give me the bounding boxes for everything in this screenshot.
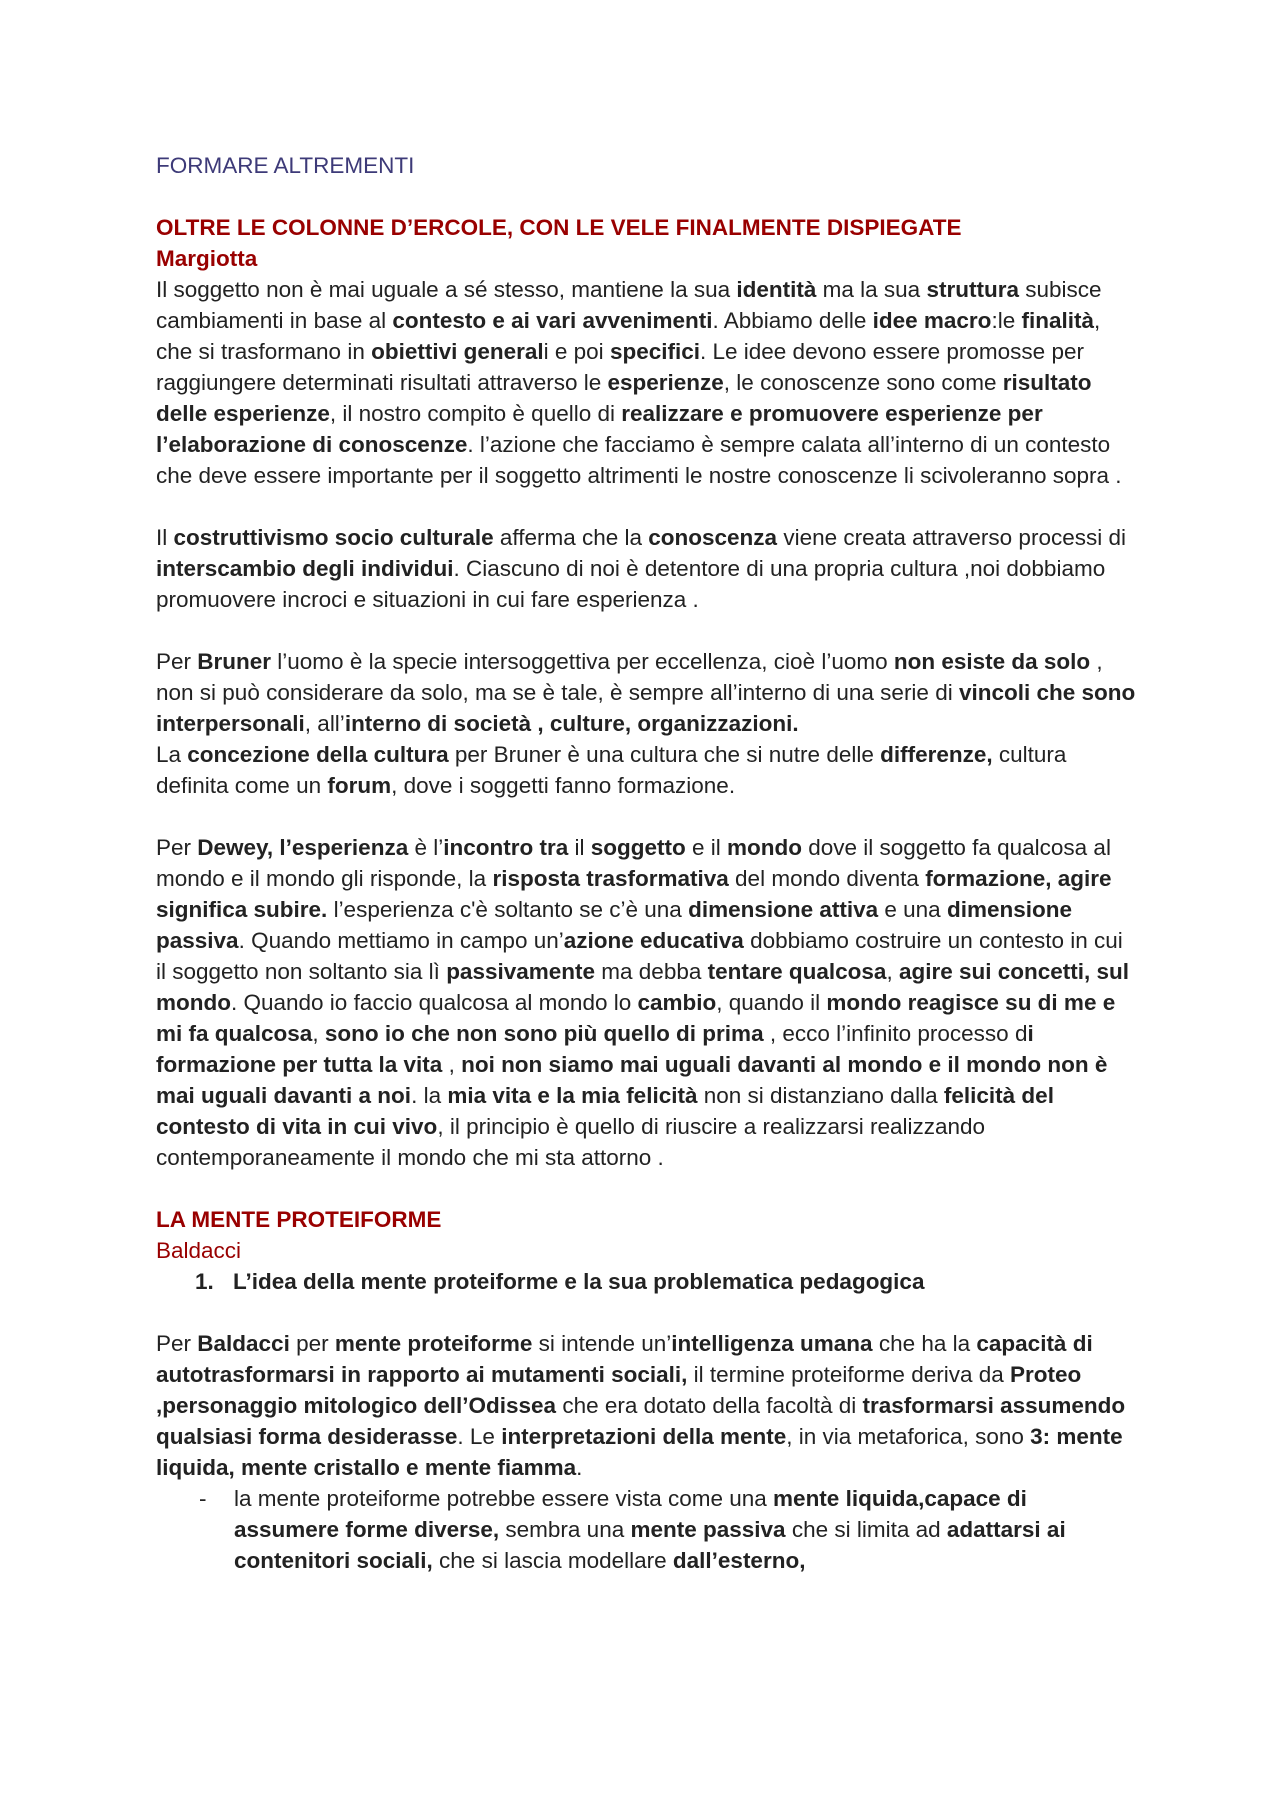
bold-text: risposta trasformativa xyxy=(492,866,729,891)
bold-text: trasformarsi assumendo qualsiasi forma desiderasse xyxy=(156,1393,1126,1449)
numbered-list-item xyxy=(156,1266,1136,1297)
bold-text: Baldacci xyxy=(197,1331,290,1356)
bold-text: passivamente xyxy=(446,959,596,984)
spacer xyxy=(156,1173,1136,1204)
text-run: ma la sua xyxy=(816,277,927,302)
text-run: che si limita ad xyxy=(785,1517,947,1542)
text-run: i e poi xyxy=(543,339,610,364)
text-run: , dove i soggetti fanno formazione. xyxy=(391,773,736,798)
bullet-text xyxy=(234,1483,1136,1576)
section-author: Margiotta xyxy=(156,246,258,271)
text-run: si intende un’ xyxy=(532,1331,672,1356)
list-number: 1. xyxy=(195,1269,214,1294)
text-run: , che si trasformano in xyxy=(156,308,1101,364)
text-run: , xyxy=(442,1052,462,1077)
bold-text: realizzare e promuovere esperienze per l’elaborazione di conoscenze xyxy=(156,401,1043,457)
text-run: del mondo diventa xyxy=(728,866,926,891)
paragraph xyxy=(156,1328,1136,1483)
text-run: che era dotato della facoltà di xyxy=(556,1393,863,1418)
bold-text: felicità del contesto di vita in cui vivo xyxy=(156,1083,1054,1139)
bold-text: soggetto xyxy=(590,835,686,860)
bold-text: Dewey, l’esperienza xyxy=(197,835,409,860)
text-run: la mente proteiforme potrebbe essere vista come una xyxy=(234,1486,774,1511)
text-run: , il nostro compito è quello di xyxy=(329,401,622,426)
text-run: non si distanziano dalla xyxy=(697,1083,944,1108)
text-run: , quando il xyxy=(716,990,827,1015)
text-run: . Le idee devono essere promosse per raggiungere determinati risultati attraverso le xyxy=(156,339,1084,395)
bold-text: contesto e ai vari avvenimenti xyxy=(392,308,713,333)
bold-text: vincoli che sono interpersonali xyxy=(156,680,1136,736)
text-run: , xyxy=(886,959,899,984)
text-run: Il xyxy=(156,525,174,550)
bold-text: intelligenza umana xyxy=(671,1331,873,1356)
spacer xyxy=(156,615,1136,646)
text-run: . xyxy=(576,1455,583,1480)
text-run: , in via metaforica, sono xyxy=(786,1424,1031,1449)
bold-text: dimensione attiva xyxy=(688,897,879,922)
bold-text: interscambio degli individui xyxy=(156,556,454,581)
text-run: La xyxy=(156,742,188,767)
text-run: , xyxy=(312,1021,325,1046)
bold-text: idee macro xyxy=(872,308,992,333)
text-run: afferma che la xyxy=(493,525,649,550)
bold-text: identità xyxy=(736,277,817,302)
section-title: OLTRE LE COLONNE D’ERCOLE, CON LE VELE FINALMENTE DISPIEGATE xyxy=(156,215,962,240)
bold-text: differenze, xyxy=(880,742,993,767)
bold-text: mente liquida,capace di assumere forme diverse, xyxy=(234,1486,1027,1542)
bold-text: conoscenza xyxy=(648,525,778,550)
section-author: Baldacci xyxy=(156,1238,242,1263)
text-run: per Bruner è una cultura che si nutre delle xyxy=(448,742,881,767)
text-run: che ha la xyxy=(872,1331,977,1356)
bold-text: incontro tra xyxy=(443,835,569,860)
text-run: , ecco l’infinito processo d xyxy=(763,1021,1028,1046)
paragraph xyxy=(156,274,1136,491)
text-run: . l’azione che facciamo è sempre calata all’interno di un contesto che deve essere importante per il soggetto altrimenti le nostre conoscenze li scivoleranno sopra . xyxy=(156,432,1122,488)
text-run: , all’ xyxy=(304,711,345,736)
bold-text: mente proteiforme xyxy=(334,1331,533,1356)
bold-text: Bruner xyxy=(197,649,272,674)
text-run: . Quando mettiamo in campo un’ xyxy=(238,928,564,953)
bold-text: costruttivismo socio culturale xyxy=(173,525,494,550)
bullet-list-item xyxy=(156,1483,1136,1576)
text-run: subisce cambiamenti in base al xyxy=(156,277,1102,333)
bold-text: mente passiva xyxy=(630,1517,786,1542)
bold-text: concezione della cultura xyxy=(187,742,449,767)
text-run: Per xyxy=(156,1331,198,1356)
bold-text: forum xyxy=(327,773,392,798)
spacer xyxy=(156,801,1136,832)
text-run: è l’ xyxy=(408,835,444,860)
text-run: dove il soggetto fa qualcosa al mondo e il mondo gli risponde, la xyxy=(156,835,1111,891)
text-run: che si lascia modellare xyxy=(432,1548,673,1573)
spacer xyxy=(156,181,1136,212)
spacer xyxy=(156,1297,1136,1328)
bold-text: risultato delle esperienze xyxy=(156,370,1092,426)
bold-text: tentare qualcosa xyxy=(707,959,887,984)
bold-text: mondo xyxy=(727,835,802,860)
paragraph xyxy=(156,739,1136,801)
bold-text: non esiste da solo xyxy=(893,649,1091,674)
text-run: dobbiamo costruire un contesto in cui il soggetto non soltanto sia lì xyxy=(156,928,1123,984)
text-run: e il xyxy=(685,835,727,860)
bold-text: struttura xyxy=(926,277,1019,302)
text-run: :le xyxy=(991,308,1022,333)
bold-text: sono io che non sono più quello di prima xyxy=(324,1021,764,1046)
bold-text: interpretazioni della mente xyxy=(501,1424,787,1449)
bold-text: mondo reagisce su di me e mi fa qualcosa xyxy=(156,990,1116,1046)
paragraph xyxy=(156,522,1136,615)
text-run: l’esperienza c'è soltanto se c’è una xyxy=(327,897,689,922)
bold-text: mia vita e la mia felicità xyxy=(447,1083,698,1108)
bullet-dash: - xyxy=(199,1486,207,1511)
text-run: cultura definita come un xyxy=(156,742,1067,798)
bold-text: dimensione passiva xyxy=(156,897,1072,953)
bold-text: formazione, agire significa subire. xyxy=(156,866,1112,922)
bold-text: azione educativa xyxy=(563,928,744,953)
bold-text: agire sui concetti, sul mondo xyxy=(156,959,1130,1015)
section-title: LA MENTE PROTEIFORME xyxy=(156,1207,442,1232)
text-run: Il soggetto non è mai uguale a sé stesso, mantiene la sua xyxy=(156,277,737,302)
document-title: FORMARE ALTREMENTI xyxy=(156,153,415,178)
text-run: , non si può considerare da solo, ma se è tale, è sempre all’interno di una serie di xyxy=(156,649,1103,705)
bold-text: noi non siamo mai uguali davanti al mondo e il mondo non è mai uguali davanti a noi xyxy=(156,1052,1108,1108)
text-run: . Le xyxy=(457,1424,502,1449)
text-run: ma debba xyxy=(595,959,708,984)
text-run: , le conoscenze sono come xyxy=(723,370,1003,395)
bold-text: obiettivi general xyxy=(371,339,544,364)
text-run: e una xyxy=(878,897,947,922)
text-run: viene creata attraverso processi di xyxy=(777,525,1126,550)
paragraph xyxy=(156,832,1136,1173)
bold-text: finalità xyxy=(1021,308,1094,333)
text-run: il xyxy=(568,835,591,860)
text-run: , il principio è quello di riuscire a realizzarsi realizzando contemporaneamente il mondo che mi sta attorno . xyxy=(156,1114,986,1170)
bold-text: interno di società , culture, organizzazioni. xyxy=(344,711,799,736)
text-run: sembra una xyxy=(499,1517,631,1542)
text-run: . Ciascuno di noi è detentore di una propria cultura ,noi dobbiamo promuovere incroci e situazioni in cui fare esperienza . xyxy=(156,556,1106,612)
bold-text: cambio xyxy=(637,990,717,1015)
bold-text: adattarsi ai contenitori sociali, xyxy=(234,1517,1066,1573)
bold-text: Proteo ,personaggio mitologico dell’Odissea xyxy=(156,1362,1082,1418)
text-run: Per xyxy=(156,649,198,674)
bold-text: 3: mente liquida, mente cristallo e mente fiamma xyxy=(156,1424,1123,1480)
text-run: . Quando io faccio qualcosa al mondo lo xyxy=(230,990,638,1015)
text-run: Per xyxy=(156,835,198,860)
bold-text: i formazione per tutta la vita xyxy=(156,1021,1034,1077)
document-page xyxy=(156,150,1136,1576)
bold-text: dall’esterno, xyxy=(672,1548,806,1573)
paragraph xyxy=(156,646,1136,739)
text-run: . la xyxy=(411,1083,448,1108)
bold-text: esperienze xyxy=(607,370,724,395)
text-run: il termine proteiforme deriva da xyxy=(687,1362,1011,1387)
bold-text: capacità di autotrasformarsi in rapporto ai mutamenti sociali, xyxy=(156,1331,1093,1387)
list-item-text: L’idea della mente proteiforme e la sua problematica pedagogica xyxy=(233,1269,925,1294)
text-run: l’uomo è la specie intersoggettiva per eccellenza, cioè l’uomo xyxy=(271,649,894,674)
text-run: . Abbiamo delle xyxy=(712,308,873,333)
text-run: per xyxy=(289,1331,335,1356)
spacer xyxy=(156,491,1136,522)
bold-text: specifici xyxy=(609,339,700,364)
